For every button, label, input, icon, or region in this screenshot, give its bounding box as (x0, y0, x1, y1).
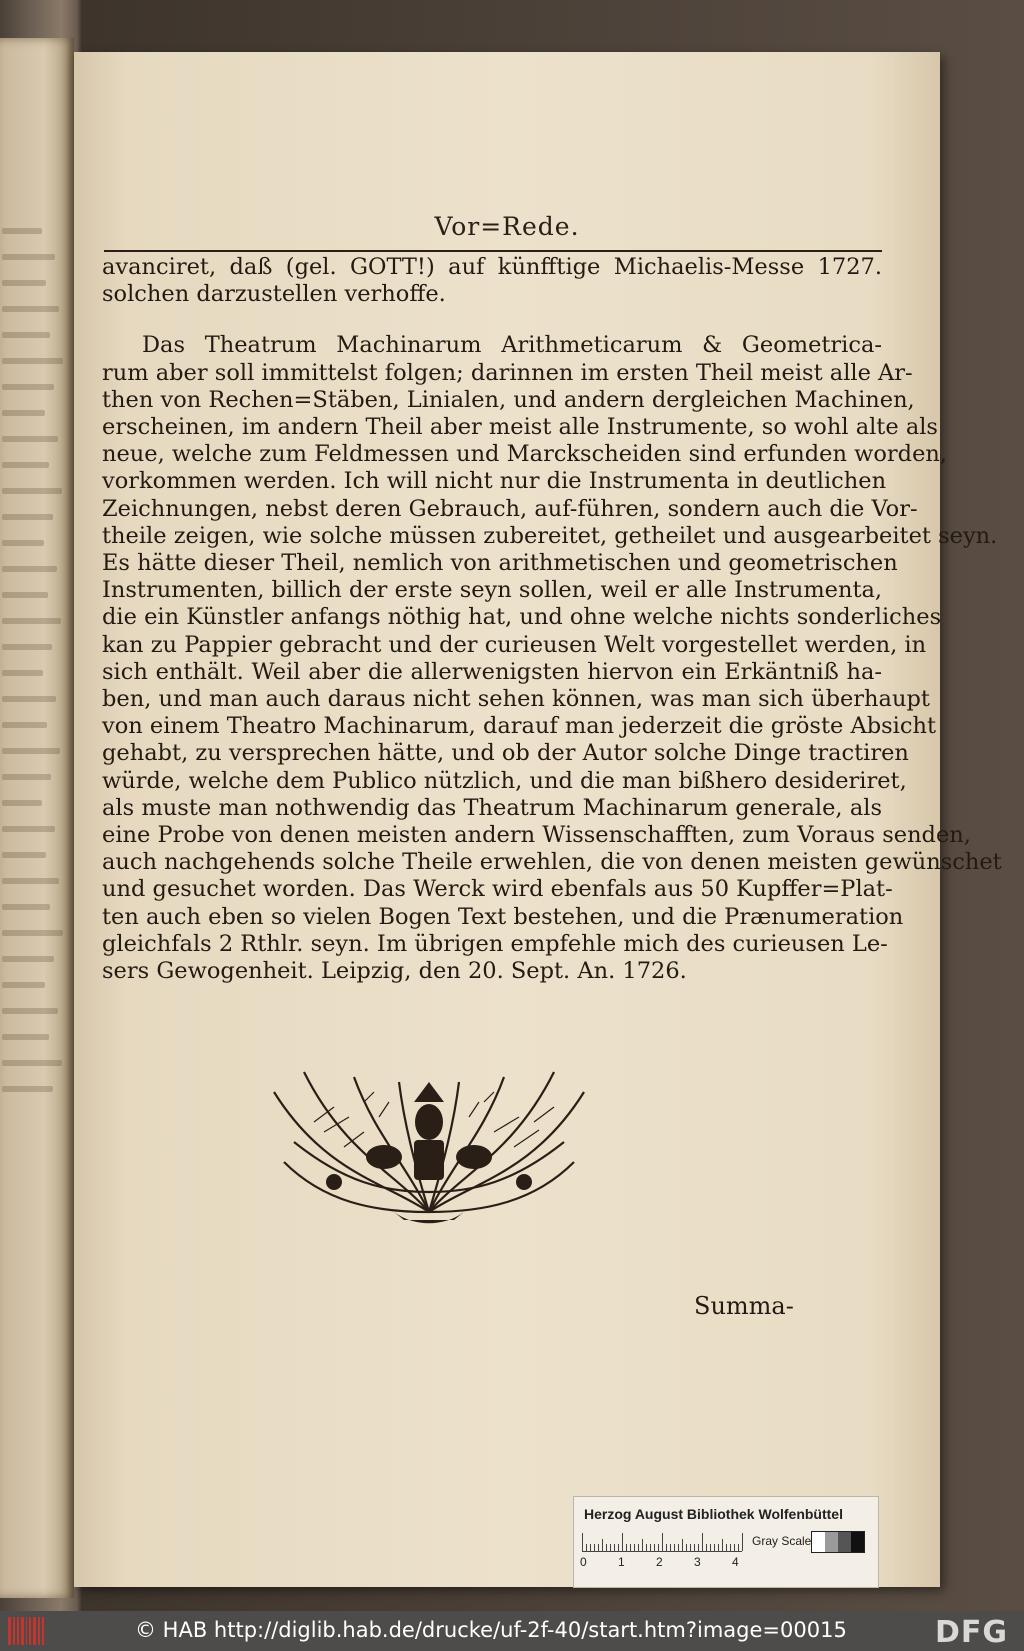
text-line: und gesuchet worden. Das Werck wird ebenfals aus 50 Kupffer=Plat- (102, 876, 893, 903)
text-line: solchen darzustellen verhoffe. (102, 281, 446, 308)
ruler-tick (610, 1544, 611, 1551)
ruler-tick (686, 1544, 687, 1551)
ghost-text (2, 1060, 62, 1066)
text-line: sich enthält. Weil aber die allerwenigsten hiervon ein Erkäntniß ha- (102, 658, 882, 685)
ghost-text (2, 670, 43, 676)
document-page (74, 52, 1002, 1587)
ruler-tick (626, 1544, 627, 1551)
ruler-tick (702, 1533, 703, 1551)
ruler-number: 4 (732, 1555, 739, 1569)
ghost-text (2, 592, 48, 598)
decorative-vignette (264, 1062, 594, 1227)
ruler-tick (718, 1544, 719, 1551)
ghost-text (2, 384, 54, 390)
ghost-text (2, 566, 57, 572)
text-line: Instrumenten, billich der erste seyn sollen, weil er alle Instrumenta, (102, 577, 883, 604)
ruler-tick (654, 1544, 655, 1551)
text-line: gleichfals 2 Rthlr. seyn. Im übrigen empfehle mich des curieusen Le- (102, 930, 888, 957)
ruler-tick (666, 1544, 667, 1551)
ruler-tick (710, 1544, 711, 1551)
gray-swatches (811, 1531, 865, 1553)
gray-scale-card (573, 1496, 879, 1588)
ghost-text (2, 228, 42, 234)
text-line: gehabt, zu versprechen hätte, und ob der Autor solche Dinge tractiren (102, 740, 909, 767)
ghost-text (2, 852, 46, 858)
ruler-tick (678, 1544, 679, 1551)
barcode-bar (29, 1617, 31, 1645)
ruler-tick (630, 1544, 631, 1551)
ghost-text (2, 982, 45, 988)
text-line: als muste man nothwendig das Theatrum Machinarum generale, als (102, 794, 882, 821)
ruler-tick (614, 1544, 615, 1551)
text-line: auch nachgehends solche Theile erwehlen, die von denen meisten gewünschet (102, 849, 1002, 876)
ghost-text (2, 644, 52, 650)
ghost-text (2, 358, 63, 364)
gray-swatch (838, 1532, 851, 1552)
ruler-number: 0 (580, 1555, 587, 1569)
ruler-tick (738, 1544, 739, 1551)
barcode-bar (33, 1617, 36, 1645)
text-line: Es hätte dieser Theil, nemlich von arithmetischen und geometrischen (102, 550, 898, 577)
ghost-text (2, 878, 59, 884)
ruler-tick (690, 1544, 691, 1551)
gray-swatch (851, 1532, 864, 1552)
ruler-tick (706, 1544, 707, 1551)
barcode-bar (17, 1617, 19, 1645)
barcode-icon (8, 1617, 44, 1645)
text-line: kan zu Pappier gebracht und der curieusen Welt vorgestellet werden, in (102, 631, 927, 658)
ghost-text (2, 618, 61, 624)
ghost-text (2, 904, 50, 910)
text-line: rum aber soll immittelst folgen; darinnen im ersten Theil meist alle Ar- (102, 359, 913, 386)
ruler-tick (742, 1533, 743, 1551)
ruler-tick (590, 1544, 591, 1551)
ruler-tick (650, 1544, 651, 1551)
ruler-tick (662, 1533, 663, 1551)
barcode-bar (38, 1617, 40, 1645)
ruler-tick (598, 1544, 599, 1551)
header-rule (104, 250, 882, 252)
ghost-text (2, 514, 53, 520)
catchword: Summa- (694, 1292, 794, 1320)
text-line: theile zeigen, wie solche müssen zubereitet, getheilet und ausgearbeitet seyn. (102, 522, 998, 549)
ghost-text (2, 826, 55, 832)
text-line: Zeichnungen, nebst deren Gebrauch, auf-führen, sondern auch die Vor- (102, 495, 918, 522)
ruler-tick (618, 1544, 619, 1551)
body-text (102, 254, 1002, 985)
ghost-text (2, 1008, 58, 1014)
barcode-bar (13, 1617, 15, 1645)
running-header: Vor=Rede. (434, 212, 580, 241)
text-line: Das Theatrum Machinarum Arithmeticarum & Geometrica- (142, 332, 882, 359)
text-line: würde, welche dem Publico nützlich, und die man bißhero desideriret, (102, 767, 907, 794)
ruler-tick (726, 1544, 727, 1551)
text-line: ben, und man auch daraus nicht sehen können, was man sich überhaupt (102, 686, 930, 713)
ruler-tick (674, 1544, 675, 1551)
ruler-tick (734, 1544, 735, 1551)
ghost-text (2, 332, 50, 338)
ghost-text (2, 930, 63, 936)
ruler-tick (698, 1544, 699, 1551)
text-line: then von Rechen=Stäben, Linialen, und andern dergleichen Machinen, (102, 386, 915, 413)
ghost-text (2, 774, 51, 780)
ruler-tick (634, 1544, 635, 1551)
ghost-text (2, 280, 46, 286)
ruler-tick (646, 1544, 647, 1551)
paragraph (102, 332, 1002, 985)
ghost-text (2, 254, 55, 260)
barcode-bar (8, 1617, 11, 1645)
text-line: neue, welche zum Feldmessen und Marckscheiden sind erfunden worden, (102, 441, 948, 468)
library-name: Herzog August Bibliothek Wolfenbüttel (584, 1506, 843, 1522)
ruler-tick (682, 1539, 683, 1551)
text-line: eine Probe von denen meisten andern Wissenschafften, zum Voraus senden, (102, 822, 971, 849)
ghost-text (2, 1086, 53, 1092)
ghost-text (2, 748, 60, 754)
barcode-bar (21, 1617, 24, 1645)
ruler-number: 2 (656, 1555, 663, 1569)
text-line: die ein Künstler anfangs nöthig hat, und ohne welche nichts sonderliches (102, 604, 942, 631)
dfg-logo: DFG (935, 1615, 1009, 1650)
ruler-tick (638, 1544, 639, 1551)
viewer-footer (0, 1611, 1024, 1651)
text-line: erscheinen, im andern Theil aber meist alle Instrumente, so wohl alte als (102, 414, 938, 441)
ghost-text (2, 488, 62, 494)
text-line: avanciret, daß (gel. GOTT!) auf künfftige Michaelis-Messe 1727. (102, 254, 882, 280)
copyright-link[interactable]: © HAB http://diglib.hab.de/drucke/uf-2f-40/start.htm?image=00015 (135, 1618, 847, 1642)
ruler-tick (582, 1533, 583, 1551)
gray-swatch (812, 1532, 825, 1552)
ruler-tick (586, 1544, 587, 1551)
ruler-tick (722, 1539, 723, 1551)
ruler-tick (714, 1544, 715, 1551)
gray-scale-label: Gray Scale (752, 1534, 812, 1548)
ghost-text (2, 800, 42, 806)
ruler-tick (642, 1539, 643, 1551)
ruler (582, 1531, 742, 1552)
ruler-tick (594, 1544, 595, 1551)
ruler-tick (602, 1539, 603, 1551)
ghost-text (2, 306, 59, 312)
facing-page-edge (0, 38, 74, 1598)
ghost-text (2, 462, 49, 468)
ruler-tick (670, 1544, 671, 1551)
ruler-tick (694, 1544, 695, 1551)
ghost-text (2, 540, 44, 546)
text-line: von einem Theatro Machinarum, darauf man jederzeit die gröste Absicht (102, 713, 936, 740)
ruler-number: 1 (618, 1555, 625, 1569)
ghost-text (2, 696, 56, 702)
ghost-text (2, 722, 47, 728)
ghost-text (2, 436, 58, 442)
barcode-bar (42, 1617, 44, 1645)
ruler-tick (606, 1544, 607, 1551)
text-line: sers Gewogenheit. Leipzig, den 20. Sept. An. 1726. (102, 958, 687, 985)
ghost-text (2, 410, 45, 416)
ghost-text (2, 956, 54, 962)
ruler-tick (658, 1544, 659, 1551)
text-line: vorkommen werden. Ich will nicht nur die Instrumenta in deutlichen (102, 468, 887, 495)
ruler-tick (730, 1544, 731, 1551)
ruler-number: 3 (694, 1555, 701, 1569)
gray-swatch (825, 1532, 838, 1552)
barcode-bar (26, 1617, 28, 1645)
ruler-tick (622, 1533, 623, 1551)
text-line: ten auch eben so vielen Bogen Text bestehen, und die Prænumeration (102, 903, 904, 930)
ghost-text (2, 1034, 49, 1040)
